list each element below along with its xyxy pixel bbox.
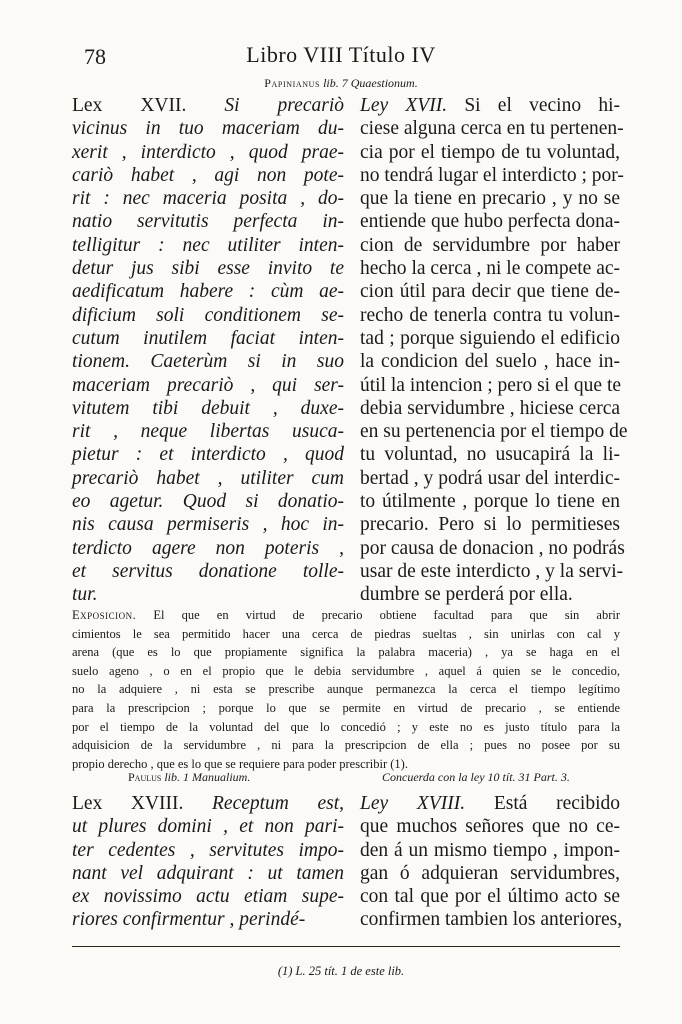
text-line [72,537,344,560]
line-text: con tal que por el último acto se [360,886,620,908]
text-line [360,141,620,164]
text-line [360,792,620,815]
line-text: que la tiene en precario , y no se [360,188,620,210]
law-heading: Ley XVII. [360,95,448,116]
text-line [72,350,344,373]
text-line [72,513,344,536]
line-text: ex novissimo actu etiam supe- [72,886,344,908]
law-heading: Lex XVIII. [72,793,184,814]
line-text: pietur : et interdicto , quod [72,444,344,466]
text-line [360,537,625,560]
line-text: xerit , interdicto , quod prae- [72,141,344,163]
text-line [72,490,344,513]
line-text: por el tiempo de la voluntad del que lo concedió ; y este no es justo título para la [72,719,620,734]
line-text: no la adquiere , ni esta se prescribe aunque permanezca la cerca el tiempo legítimo [72,682,620,697]
text-line [72,583,344,606]
line-text: telligitur : nec utiliter inten- [72,234,344,256]
line-text: propio derecho , que es lo que se requiere para poder prescribir (1). [72,756,408,771]
exposition-line [72,662,620,681]
text-line [72,234,344,257]
text-line [360,862,620,885]
line-text: adquisicion de la servidumbre , ni para la prescripcion de ella ; pues no posee por su [72,738,620,753]
text-line [360,513,620,536]
text-line [360,397,620,420]
text-line [360,210,620,233]
exposition-line [72,699,620,718]
footnote-rule [72,946,620,947]
source-work: lib. 7 Quaestionum. [323,76,418,90]
line-text: vicinus in tuo maceriam du- [72,118,344,140]
text-line [360,420,628,443]
line-text: cia por el tiempo de tu voluntad, [360,141,620,163]
line-text: tu voluntad, no usucapirá la li- [360,444,620,466]
line-text: útil la intencion ; pero si el que te [360,374,622,396]
text-line [72,560,344,583]
page-number: 78 [84,44,106,69]
line-text: ut plures domini , et non pari- [72,816,344,838]
exposition-label: Exposicion. [72,608,137,622]
line-text: tionem. Caeterùm si in suo [72,351,344,373]
text-line [360,234,620,257]
line-text: debia servidumbre , hiciese cerca [360,397,620,419]
line-text: detur jus sibi esse invito te [72,258,344,280]
text-line [360,815,620,838]
text-line [72,862,344,885]
text-line [360,374,620,397]
text-line [72,792,344,815]
text-line [360,257,620,280]
exposition-line [72,606,620,625]
line-text: suelo ageno , o en el propio que le debia servidumbre , aquel á quien se le concedio, [72,663,620,678]
line-text: gan ó adquieran servidumbres, [360,862,620,884]
line-text: terdicto agere non poteris , [72,537,344,559]
line-text: confirmen tambien los anteriores, [360,909,623,931]
line-text: en su pertenencia por el tiempo de [360,421,628,443]
source-author: Papinianus [264,76,321,90]
line-text: cion de servidumbre por haber [360,234,620,256]
line-text: recho de tenerla contra tu volun- [360,304,620,326]
lex-18-source-author: Paulus [128,770,162,784]
exposition-line [72,643,620,662]
line-text: hecho la cerca , ni le compete ac- [360,258,620,280]
text-line [72,420,344,443]
text-line [72,304,344,327]
text-line [360,839,620,862]
text-line [360,560,624,583]
line-text: cutum inutilem faciat inten- [72,327,344,349]
line-text: El que en virtud de precario obtiene facultad para que sin abrir [153,608,621,622]
line-text: dumbre se perderá por ella. [360,584,573,606]
line-text: Está recibido [493,793,621,814]
line-text: bertad , y podrá usar del interdic- [360,467,620,489]
exposition-line [72,736,620,755]
lex-18-source-work: lib. 1 Manualium. [164,770,251,784]
line-text: por causa de donacion , no podrás [360,537,625,559]
line-text: la condicion del suelo , hace in- [360,351,620,373]
line-text: maceriam precariò , qui ser- [72,374,344,396]
line-text: tad ; porque siguiendo el edificio [360,327,620,349]
text-line [360,327,620,350]
line-text: precario. Pero si lo permitieses [360,514,620,536]
law-heading: Lex XVII. [72,95,187,116]
text-line [72,839,344,862]
text-line [360,117,624,140]
text-line [360,350,620,373]
text-line [360,908,623,931]
exposition-line [72,625,620,644]
line-text: rit , neque libertas usuca- [72,421,344,443]
line-text: natio servitutis perfecta in- [72,211,344,233]
line-text: cion útil para decir que tiene de- [360,281,620,303]
line-text: riores confirmentur , perindé- [72,909,306,931]
line-text: eo agetur. Quod si donatio- [72,491,344,513]
text-line [72,327,344,350]
lex-17-latin [72,94,344,607]
text-line [72,815,344,838]
text-line [72,117,344,140]
line-text: et servitus donatione tolle- [72,560,344,582]
text-line [360,467,620,490]
text-line [72,467,344,490]
source-citation [0,76,682,91]
line-text: to útilmente , porque lo tiene en [360,491,620,513]
text-line [360,94,620,117]
line-text: que muchos señores que no ce- [360,816,620,838]
line-text: Si el vecino hi- [464,95,620,116]
text-line [360,187,620,210]
line-text: precariò habet , utiliter cum [72,467,344,489]
text-line [360,583,620,606]
text-line [72,374,344,397]
text-line [360,304,620,327]
text-line [360,280,620,303]
running-head: Libro VIII Título IV [246,42,436,67]
line-text: ter cedentes , servitutes impo- [72,839,344,861]
exposition-paragraph [72,606,620,773]
text-line [72,280,344,303]
line-text: arena (que es lo que propiamente significa la palabra maceria) , ya se haga en el [72,645,620,660]
lex-18-latin [72,792,344,932]
text-line [72,257,344,280]
footnote: (1) L. 25 tít. 1 de este lib. [277,964,405,978]
line-text: tur. [72,584,98,606]
text-line [72,141,344,164]
lex-18-source [128,770,250,785]
exposition-line [72,718,620,737]
line-text: cariò habet , agi non pote- [72,164,344,186]
text-line [72,187,344,210]
concordance-note: Concuerda con la ley 10 tít. 31 Part. 3. [382,770,570,784]
text-line [72,443,344,466]
exposition-line [72,680,620,699]
text-line [360,490,620,513]
line-text: den á un mismo tiempo , impon- [360,839,620,861]
text-line [360,443,620,466]
text-line [360,885,620,908]
text-line [72,164,344,187]
line-text: aedificatum habere : cùm ae- [72,281,344,303]
ley-18-spanish [360,792,623,932]
line-text: vitutem tibi debuit , duxe- [72,397,344,419]
line-text: rit : nec maceria posita , do- [72,188,344,210]
line-text: entiende que hubo perfecta dona- [360,211,620,233]
text-line [72,210,344,233]
text-line [72,885,344,908]
text-line [72,908,344,931]
line-text: usar de este interdicto , y la servi- [360,560,624,582]
ley-17-spanish [360,94,628,607]
line-text: para la prescripcion ; porque lo que se permite en virtud de precario , se entiende [72,700,620,715]
line-text: Receptum est, [212,793,344,814]
line-text: cimientos le sea permitido hacer una cerca de piedras sueltas , sin unirlas con cal y [72,626,620,641]
line-text: nant vel adquirant : ut tamen [72,862,344,884]
law-heading: Ley XVIII. [360,793,466,814]
text-line [360,164,624,187]
line-text: no tendrá lugar el interdicto ; por- [360,164,624,186]
line-text: dificium soli conditionem se- [72,304,344,326]
text-line [72,397,344,420]
text-line [72,94,344,117]
line-text: ciese alguna cerca en tu pertenen- [360,118,624,140]
line-text: Si precariò [224,95,344,116]
line-text: nis causa permiseris , hoc in- [72,514,344,536]
